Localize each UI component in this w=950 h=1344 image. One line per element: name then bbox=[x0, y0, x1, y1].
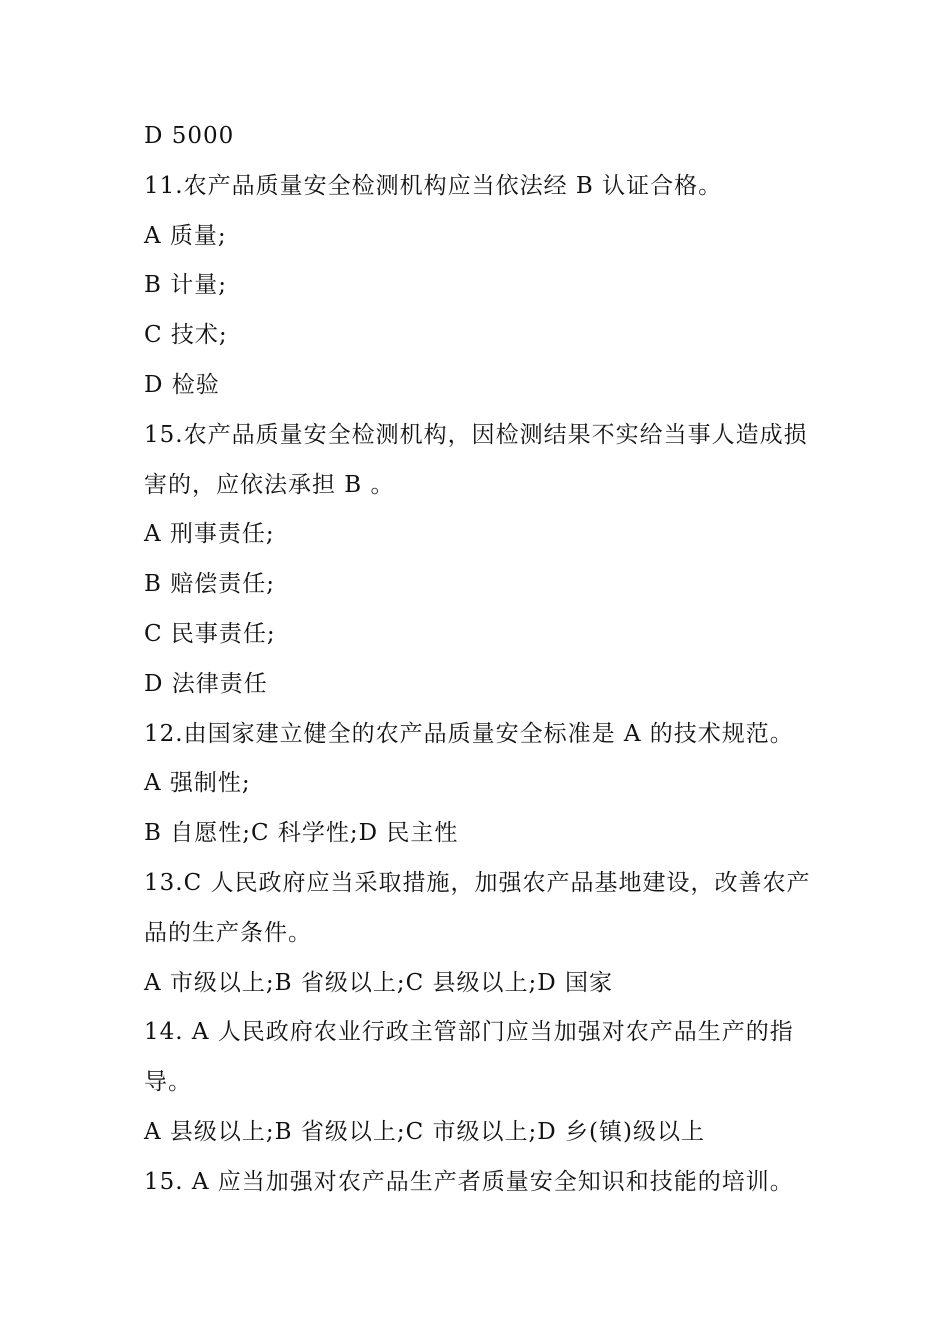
text-line: D 5000 bbox=[144, 123, 235, 149]
option-c: C 民事责任; bbox=[144, 620, 276, 647]
question-14-line-2: 导。 bbox=[144, 1069, 192, 1096]
question-15-line-2: 害的，应依法承担 B 。 bbox=[144, 471, 395, 498]
question-15b: 15. A 应当加强对农产品生产者质量安全知识和技能的培训。 bbox=[144, 1168, 794, 1195]
option-b: B 赔偿责任; bbox=[144, 571, 275, 598]
question-14-line-1: 14. A 人民政府农业行政主管部门应当加强对农产品生产的指 bbox=[144, 1019, 794, 1046]
option-a: A 强制性; bbox=[144, 770, 251, 797]
question-12: 12.由国家建立健全的农产品质量安全标准是 A 的技术规范。 bbox=[144, 720, 794, 747]
option-d: D 法律责任 bbox=[144, 670, 268, 697]
option-a: A 刑事责任; bbox=[144, 521, 275, 548]
option-b: B 计量; bbox=[144, 272, 227, 299]
question-13-line-2: 品的生产条件。 bbox=[144, 919, 312, 946]
question-13-line-1: 13.C 人民政府应当采取措施，加强农产品基地建设，改善农产 bbox=[144, 869, 811, 896]
option-c: C 技术; bbox=[144, 322, 228, 349]
options-14: A 县级以上;B 省级以上;C 市级以上;D 乡(镇)级以上 bbox=[144, 1118, 705, 1145]
options-b-c-d: B 自愿性;C 科学性;D 民主性 bbox=[144, 820, 459, 847]
option-a: A 质量; bbox=[144, 222, 227, 249]
question-15-line-1: 15.农产品质量安全检测机构，因检测结果不实给当事人造成损 bbox=[144, 421, 808, 448]
option-d: D 检验 bbox=[144, 371, 220, 398]
question-11: 11.农产品质量安全检测机构应当依法经 B 认证合格。 bbox=[144, 172, 723, 199]
options-13: A 市级以上;B 省级以上;C 县级以上;D 国家 bbox=[144, 969, 614, 996]
document-body bbox=[144, 112, 824, 1208]
